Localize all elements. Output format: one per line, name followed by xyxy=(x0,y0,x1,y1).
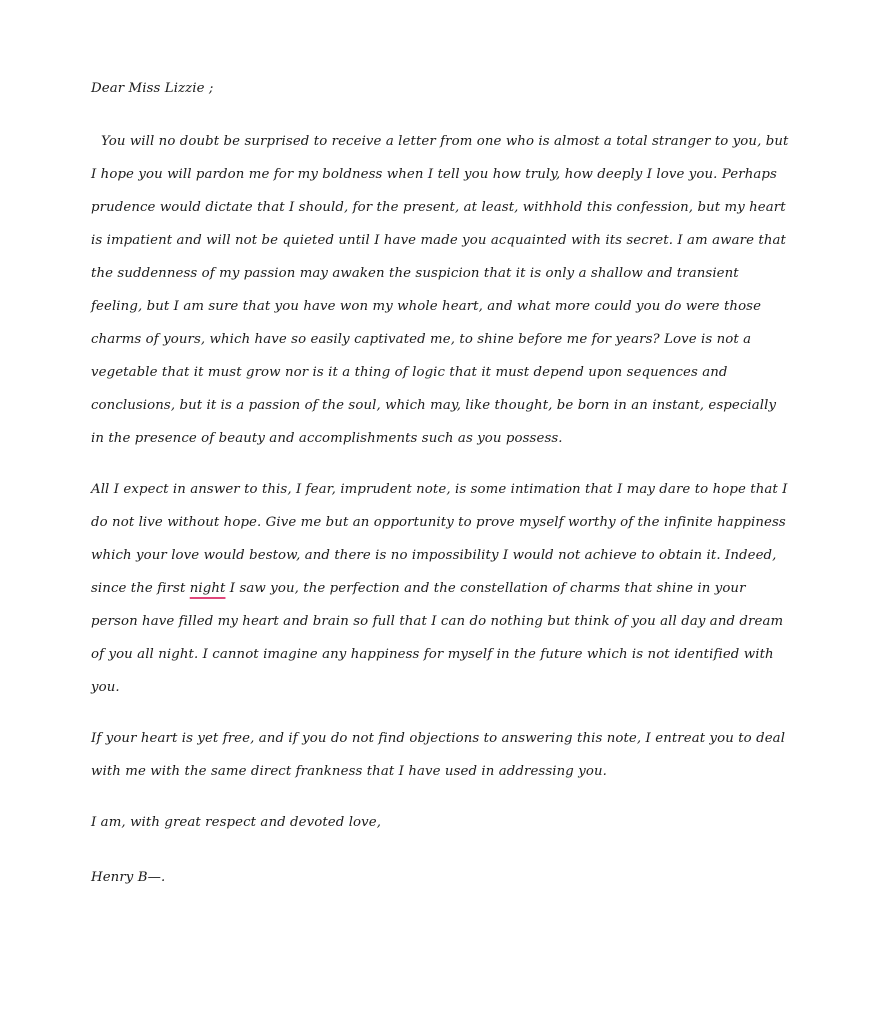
letter-body xyxy=(91,72,791,894)
salutation: Dear Miss Lizzie ; xyxy=(91,81,214,96)
signature: Henry B—. xyxy=(91,870,166,885)
spellcheck-flagged-word[interactable]: night xyxy=(189,581,226,596)
paragraph-2-text-end: I saw you, the perfection and the constellation of charms that shine in your person have filled my heart and brain so full that I can do nothing but think of you all day and dream of you all night. I cannot imagine any happiness for myself in the future which is not identified with you. xyxy=(91,581,784,695)
paragraph-1-text: You will no doubt be surprised to receive a letter from one who is almost a total stranger to you, but I hope you will pardon me for my boldness when I tell you how truly, how deeply I love you. Perhaps prudence would dictate that I should, for the present, at least, withhold this confession, but my heart is impatient and will not be quieted until I have made you acquainted with its secret. I am aware that the suddenness of my passion may awaken the suspicion that it is only a shallow and transient feeling, but I am sure that you have won my whole heart, and what more could you do were those charms of yours, which have so easily captivated me, to shine before me for years? Love is not a vegetable that it must grow nor is it a thing of logic that it must depend upon sequences and conclusions, but it is a passion of the soul, which may, like thought, be born in an instant, especially in the presence of beauty and accomplishments such as you possess. xyxy=(91,134,789,446)
closing-line: I am, with great respect and devoted love, xyxy=(91,815,382,830)
paragraph-2 xyxy=(91,473,791,704)
paragraph-1 xyxy=(91,125,791,455)
paragraph-3-text: If your heart is yet free, and if you do not find objections to answering this note, I entreat you to deal with me with the same direct frankness that I have used in addressing you. xyxy=(91,731,786,779)
paragraph-3 xyxy=(91,722,791,788)
paragraph-2-text-start: All I expect in answer to this, I fear, imprudent note, is some intimation that I may dare to hope that I do not live without hope. Give me but an opportunity to prove myself worthy of the infinite happiness which your love would bestow, and there is no impossibility I would not achieve to obtain it. Indeed, since the first xyxy=(91,482,788,596)
